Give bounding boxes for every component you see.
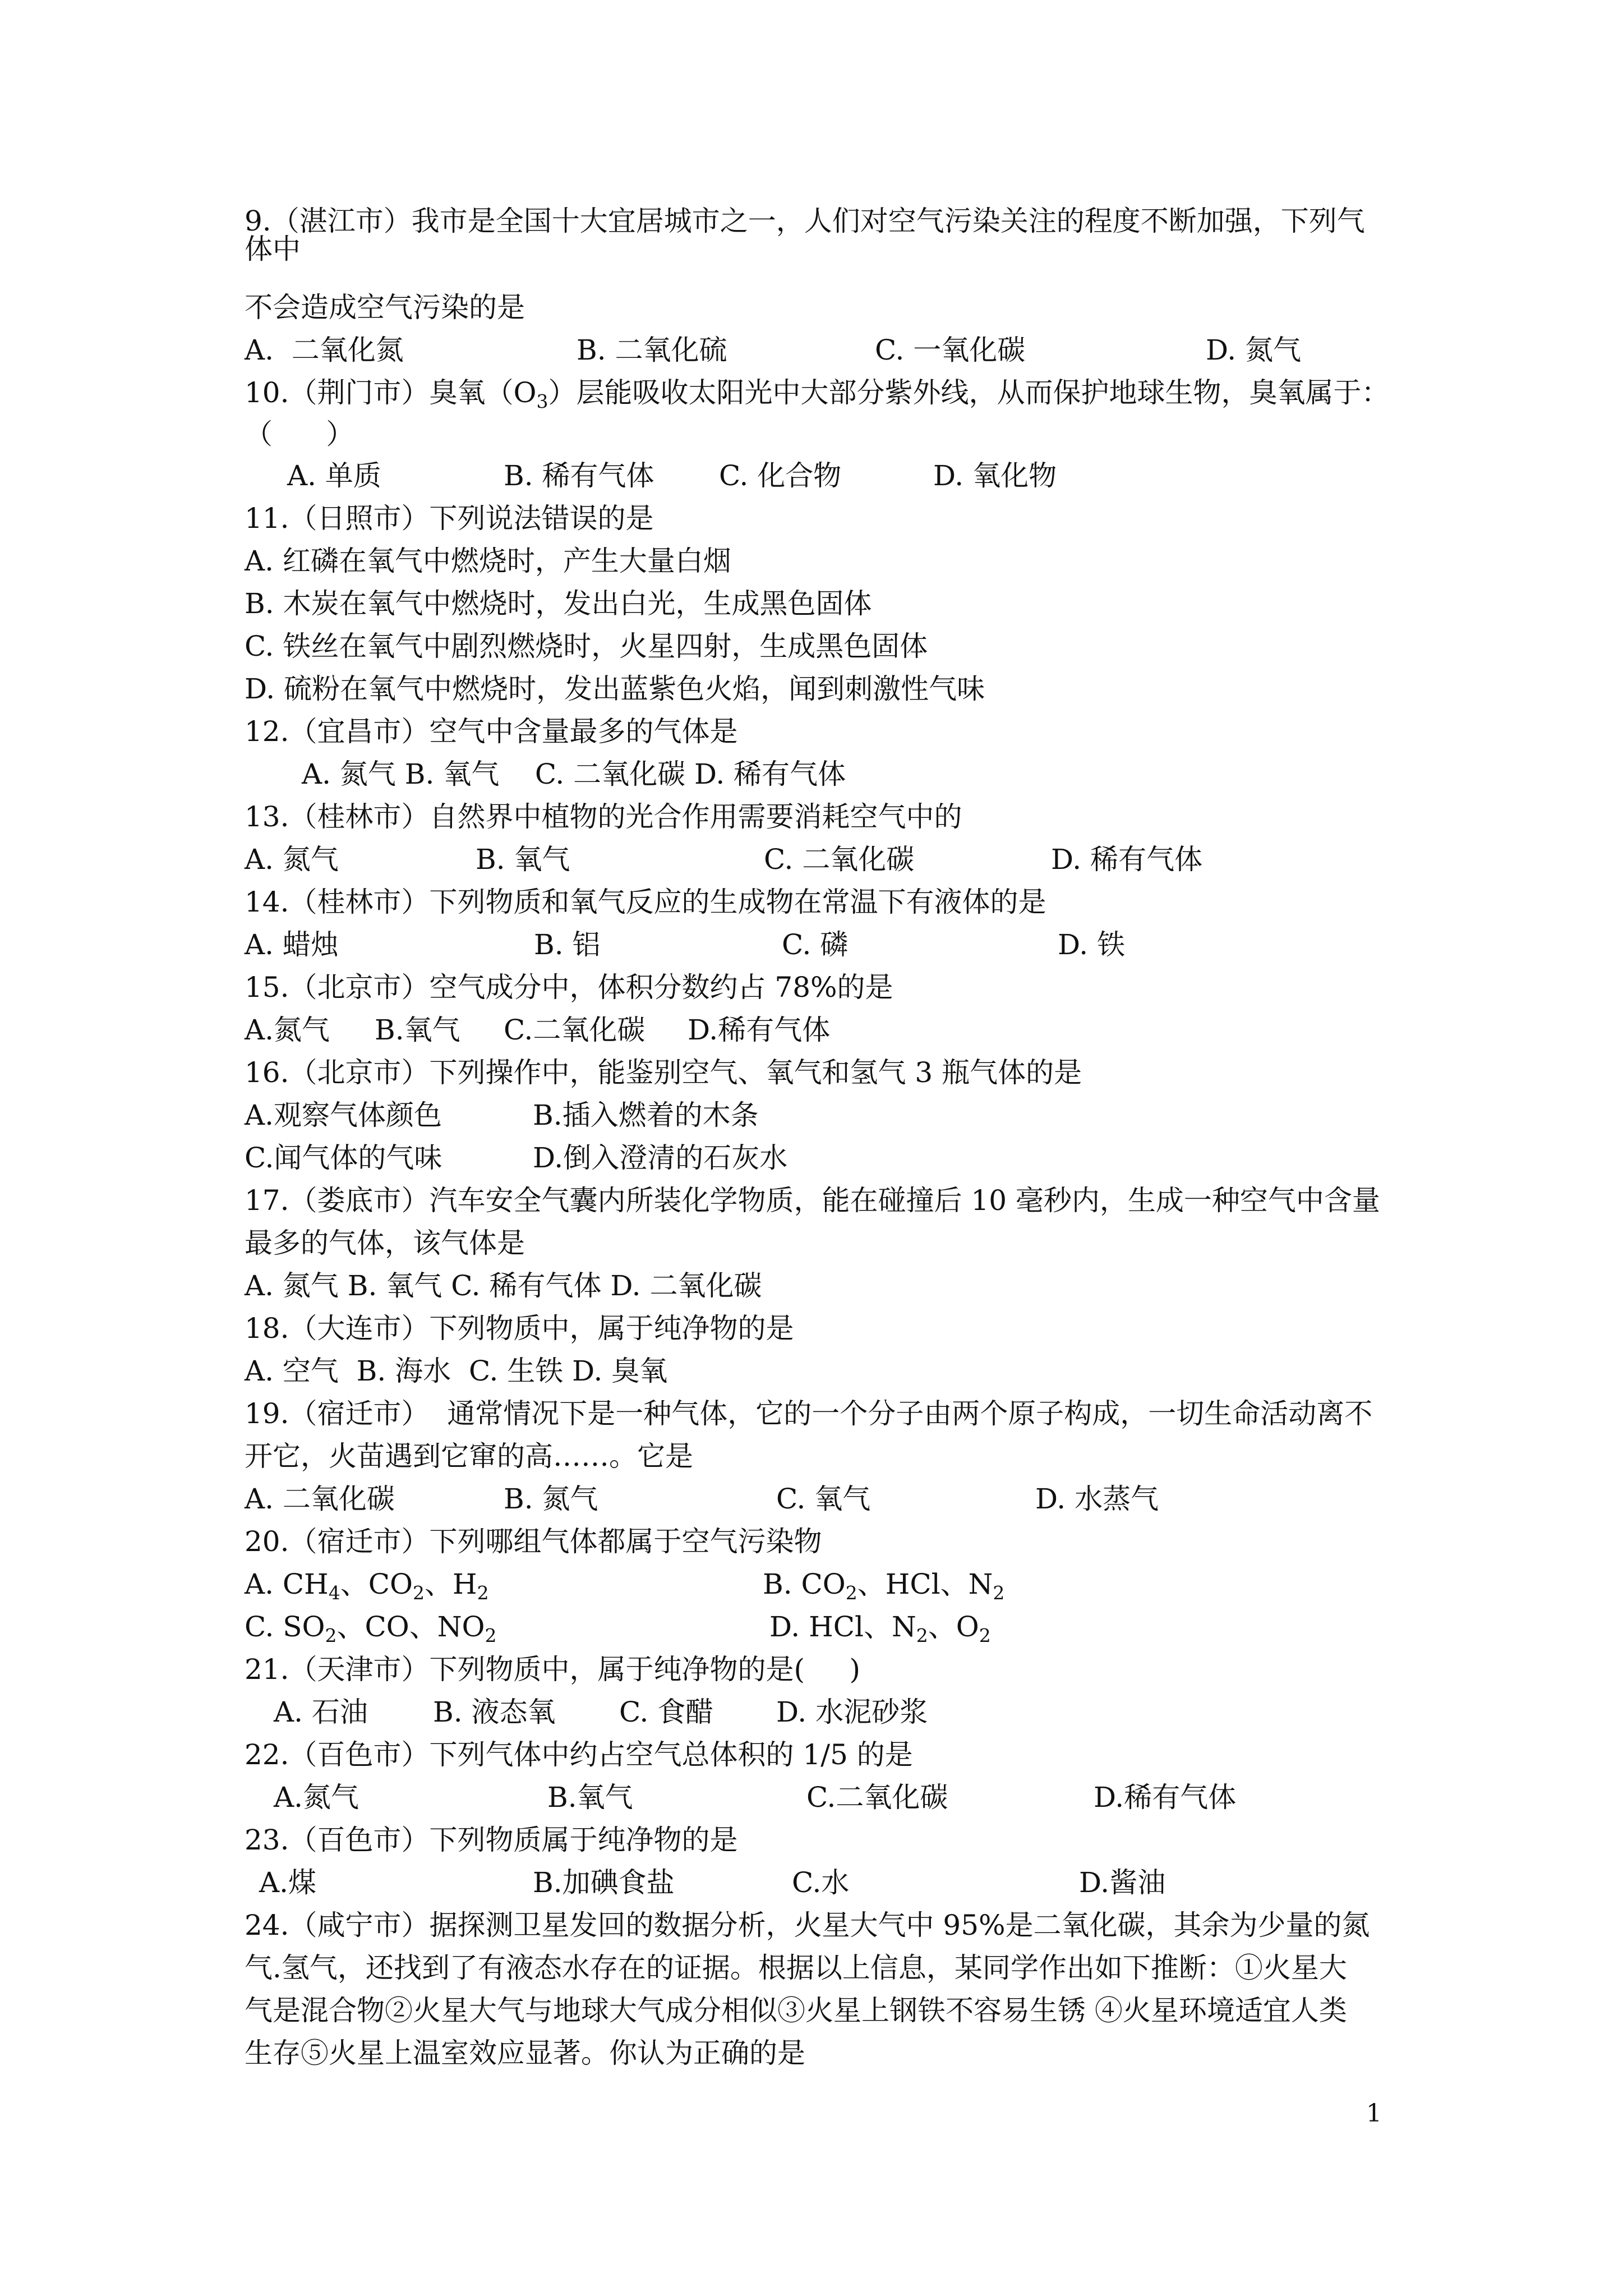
q11-stem: 11.（日照市）下列说法错误的是 xyxy=(245,502,654,535)
q16-stem: 16.（北京市）下列操作中，能鉴别空气、氧气和氢气 3 瓶气体的是 xyxy=(245,1056,1082,1089)
q19-option-a: A. 二氧化碳 xyxy=(245,1483,395,1515)
q23-stem: 23.（百色市）下列物质属于纯净物的是 xyxy=(245,1824,738,1856)
q10-option-a: A. 单质 xyxy=(287,459,381,492)
q11-option-c: C. 铁丝在氧气中剧烈燃烧时，火星四射，生成黑色固体 xyxy=(245,630,928,662)
q10-line-1 xyxy=(245,376,1390,418)
q9-option-b: B. 二氧化硫 xyxy=(577,334,727,366)
q14-option-a: A. 蜡烛 xyxy=(245,928,339,961)
q11-option-d: D. 硫粉在氧气中燃烧时，发出蓝紫色火焰，闻到刺激性气味 xyxy=(245,673,985,705)
q16-option-b: B.插入燃着的木条 xyxy=(533,1099,759,1131)
q9-option-d: D. 氮气 xyxy=(1206,334,1302,366)
q9-option-a: A. 二氧化氮 xyxy=(245,334,404,366)
q20-stem: 20.（宿迁市）下列哪组气体都属于空气污染物 xyxy=(245,1525,822,1558)
q15-option-c: C.二氧化碳 xyxy=(504,1014,645,1046)
q22-option-d: D.稀有气体 xyxy=(1094,1781,1237,1814)
q24-line-2: 气.氢气，还找到了有液态水存在的证据。根据以上信息，某同学作出如下推断：①火星大 xyxy=(245,1952,1347,1984)
q20-d-part: 、O xyxy=(928,1611,979,1643)
q10-option-b: B. 稀有气体 xyxy=(504,459,654,492)
q10-line-1-post: ）层能吸收太阳光中大部分紫外线，从而保护地球生物，臭氧属于： xyxy=(548,376,1390,409)
q13-option-d: D. 稀有气体 xyxy=(1051,843,1203,876)
q9-line-3: 不会造成空气污染的是 xyxy=(245,291,525,324)
q21-option-d: D. 水泥砂浆 xyxy=(776,1696,928,1728)
q20-c-part: C. SO xyxy=(245,1611,325,1643)
q20-option-d xyxy=(769,1610,991,1653)
q20-a-sub: 2 xyxy=(477,1582,489,1604)
q22-option-b: B.氧气 xyxy=(547,1781,633,1814)
q9-option-c: C. 一氧化碳 xyxy=(875,334,1026,366)
q14-option-b: B. 铝 xyxy=(534,928,601,961)
q18-options: A. 空气 B. 海水 C. 生铁 D. 臭氧 xyxy=(245,1355,668,1387)
q16-option-d: D.倒入澄清的石灰水 xyxy=(533,1142,788,1174)
q11-option-b: B. 木炭在氧气中燃烧时，发出白光，生成黑色固体 xyxy=(245,587,872,620)
q20-c-part: 、CO、NO xyxy=(336,1611,485,1643)
q20-b-sub: 2 xyxy=(845,1582,857,1604)
q23-option-d: D.酱油 xyxy=(1079,1866,1166,1899)
q24-line-1: 24.（咸宁市）据探测卫星发回的数据分析，火星大气中 95%是二氧化碳，其余为少量的氮 xyxy=(245,1909,1370,1941)
q10-line-1-pre: 10.（荆门市）臭氧（O xyxy=(245,376,537,409)
q19-option-d: D. 水蒸气 xyxy=(1035,1483,1159,1515)
q23-option-c: C.水 xyxy=(792,1866,850,1899)
q23-option-a: A.煤 xyxy=(259,1866,317,1899)
q19-option-b: B. 氮气 xyxy=(504,1483,598,1515)
q9-line-2: 体中 xyxy=(245,233,301,265)
q20-option-c xyxy=(245,1610,497,1653)
q17-line-1: 17.（娄底市）汽车安全气囊内所装化学物质，能在碰撞后 10 毫秒内，生成一种空气中含量 xyxy=(245,1184,1380,1217)
q20-option-a xyxy=(245,1567,489,1610)
page-number: 1 xyxy=(1366,2099,1382,2128)
q20-a-part: A. CH xyxy=(245,1568,329,1600)
q20-b-sub: 2 xyxy=(993,1582,1005,1604)
q20-b-part: 、HCl、N xyxy=(857,1568,993,1600)
q20-a-sub: 4 xyxy=(328,1582,340,1604)
q13-option-c: C. 二氧化碳 xyxy=(764,843,915,876)
q20-d-sub: 2 xyxy=(979,1625,991,1646)
q12-stem: 12.（宜昌市）空气中含量最多的气体是 xyxy=(245,715,738,748)
q14-stem: 14.（桂林市）下列物质和氧气反应的生成物在常温下有液体的是 xyxy=(245,886,1046,918)
q20-option-b xyxy=(763,1567,1004,1610)
q15-option-d: D.稀有气体 xyxy=(688,1014,831,1046)
q14-option-d: D. 铁 xyxy=(1058,928,1126,961)
q11-option-a: A. 红磷在氧气中燃烧时，产生大量白烟 xyxy=(245,545,731,577)
q22-option-c: C.二氧化碳 xyxy=(806,1781,948,1814)
q15-stem: 15.（北京市）空气成分中，体积分数约占 78%的是 xyxy=(245,971,893,1004)
q13-option-a: A. 氮气 xyxy=(245,843,339,876)
q20-a-part: 、CO xyxy=(340,1568,413,1600)
q15-option-a: A.氮气 xyxy=(245,1014,330,1046)
q10-line-2: （ ） xyxy=(245,418,354,450)
q21-option-c: C. 食醋 xyxy=(619,1696,714,1728)
q16-option-c: C.闻气体的气味 xyxy=(245,1142,442,1174)
q21-stem: 21.（天津市）下列物质中，属于纯净物的是( ) xyxy=(245,1653,860,1686)
q22-option-a: A.氮气 xyxy=(274,1781,359,1814)
q20-c-sub: 2 xyxy=(485,1625,497,1646)
q21-option-a: A. 石油 xyxy=(274,1696,368,1728)
q20-d-sub: 2 xyxy=(916,1625,928,1646)
q13-option-b: B. 氧气 xyxy=(476,843,570,876)
q20-c-sub: 2 xyxy=(325,1625,337,1646)
q19-line-1: 19.（宿迁市） 通常情况下是一种气体，它的一个分子由两个原子构成，一切生命活动离不 xyxy=(245,1397,1373,1430)
q19-option-c: C. 氧气 xyxy=(776,1483,871,1515)
q20-a-sub: 2 xyxy=(413,1582,425,1604)
q24-line-3: 气是混合物②火星大气与地球大气成分相似③火星上钢铁不容易生锈 ④火星环境适宜人类 xyxy=(245,1994,1347,2027)
q20-b-part: B. CO xyxy=(763,1568,846,1600)
q16-option-a: A.观察气体颜色 xyxy=(245,1099,442,1131)
q12-options: A. 氮气 B. 氧气 C. 二氧化碳 D. 稀有气体 xyxy=(302,758,846,790)
q20-a-part: 、H xyxy=(425,1568,477,1600)
q10-ozone-subscript: 3 xyxy=(536,390,548,412)
q17-options: A. 氮气 B. 氧气 C. 稀有气体 D. 二氧化碳 xyxy=(245,1269,762,1302)
q22-stem: 22.（百色市）下列气体中约占空气总体积的 1/5 的是 xyxy=(245,1738,913,1771)
q17-line-2: 最多的气体，该气体是 xyxy=(245,1227,525,1259)
q13-stem: 13.（桂林市）自然界中植物的光合作用需要消耗空气中的 xyxy=(245,800,962,833)
q19-line-2: 开它，火苗遇到它窜的高……。它是 xyxy=(245,1440,693,1473)
q23-option-b: B.加碘食盐 xyxy=(533,1866,675,1899)
q10-option-c: C. 化合物 xyxy=(719,459,842,492)
q18-stem: 18.（大连市）下列物质中，属于纯净物的是 xyxy=(245,1312,794,1345)
q9-line-1: 9.（湛江市）我市是全国十大宜居城市之一，人们对空气污染关注的程度不断加强，下列气 xyxy=(245,205,1365,237)
q24-line-4: 生存⑤火星上温室效应显著。你认为正确的是 xyxy=(245,2037,805,2069)
q20-d-part: D. HCl、N xyxy=(769,1611,916,1643)
q15-option-b: B.氧气 xyxy=(375,1014,460,1046)
q14-option-c: C. 磷 xyxy=(782,928,849,961)
q21-option-b: B. 液态氧 xyxy=(433,1696,556,1728)
q10-option-d: D. 氧化物 xyxy=(933,459,1057,492)
